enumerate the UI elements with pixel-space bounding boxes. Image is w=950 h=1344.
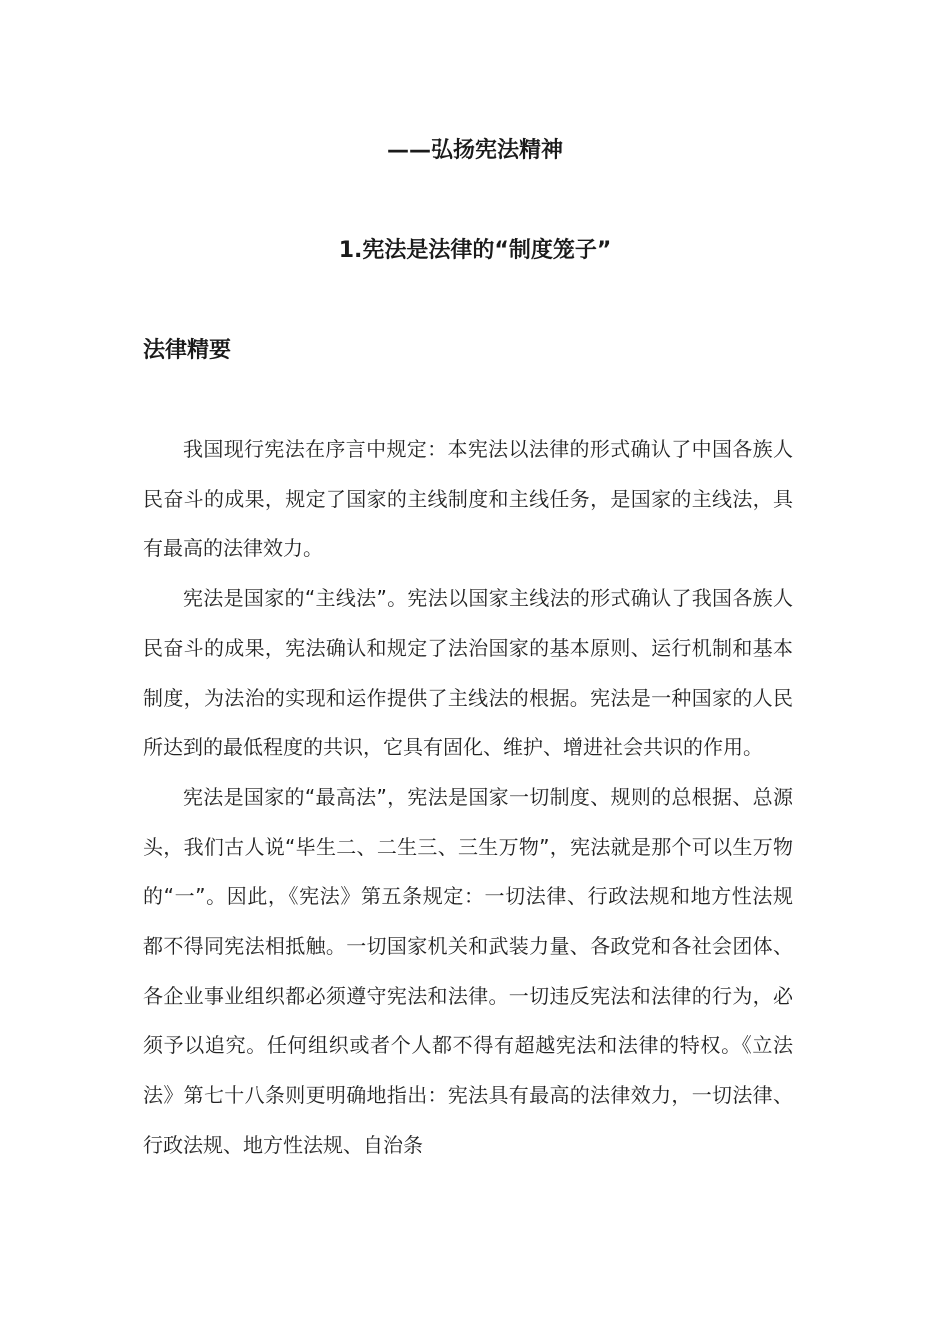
document-subtitle: 1.宪法是法律的“制度笼子”: [338, 238, 612, 263]
paragraph: 宪法是国家的“最高法”，宪法是国家一切制度、规则的总根据、总源头，我们古人说“毕生二、二生三、三生万物”，宪法就是那个可以生万物的“一”。因此，《宪法》第五条规定：一切法律、行政法规和地方性法规都不得同宪法相抵触。一切国家机关和武装力量、各政党和各社会团体、各企业事业组织都必须遵守宪法和法律。一切违反宪法和法律的行为，必须予以追究。任何组织或者个人都不得有超越宪法和法律的特权。《立法法》第七十八条则更明确地指出：宪法具有最高的法律效力，一切法律、行政法规、地方性法规、自治条: [143, 784, 793, 1157]
document-title: ——弘扬宪法精神: [386, 138, 563, 163]
section-heading: 法律精要: [143, 338, 232, 363]
paragraph: 我国现行宪法在序言中规定：本宪法以法律的形式确认了中国各族人民奋斗的成果，规定了国家的主线制度和主线任务，是国家的主线法，具有最高的法律效力。: [143, 437, 793, 561]
paragraph: 宪法是国家的“主线法”。宪法以国家主线法的形式确认了我国各族人民奋斗的成果，宪法确认和规定了法治国家的基本原则、运行机制和基本制度，为法治的实现和运作提供了主线法的根据。宪法是一种国家的人民所达到的最低程度的共识，它具有固化、维护、增进社会共识的作用。: [143, 586, 793, 760]
body-text: [143, 425, 793, 1171]
